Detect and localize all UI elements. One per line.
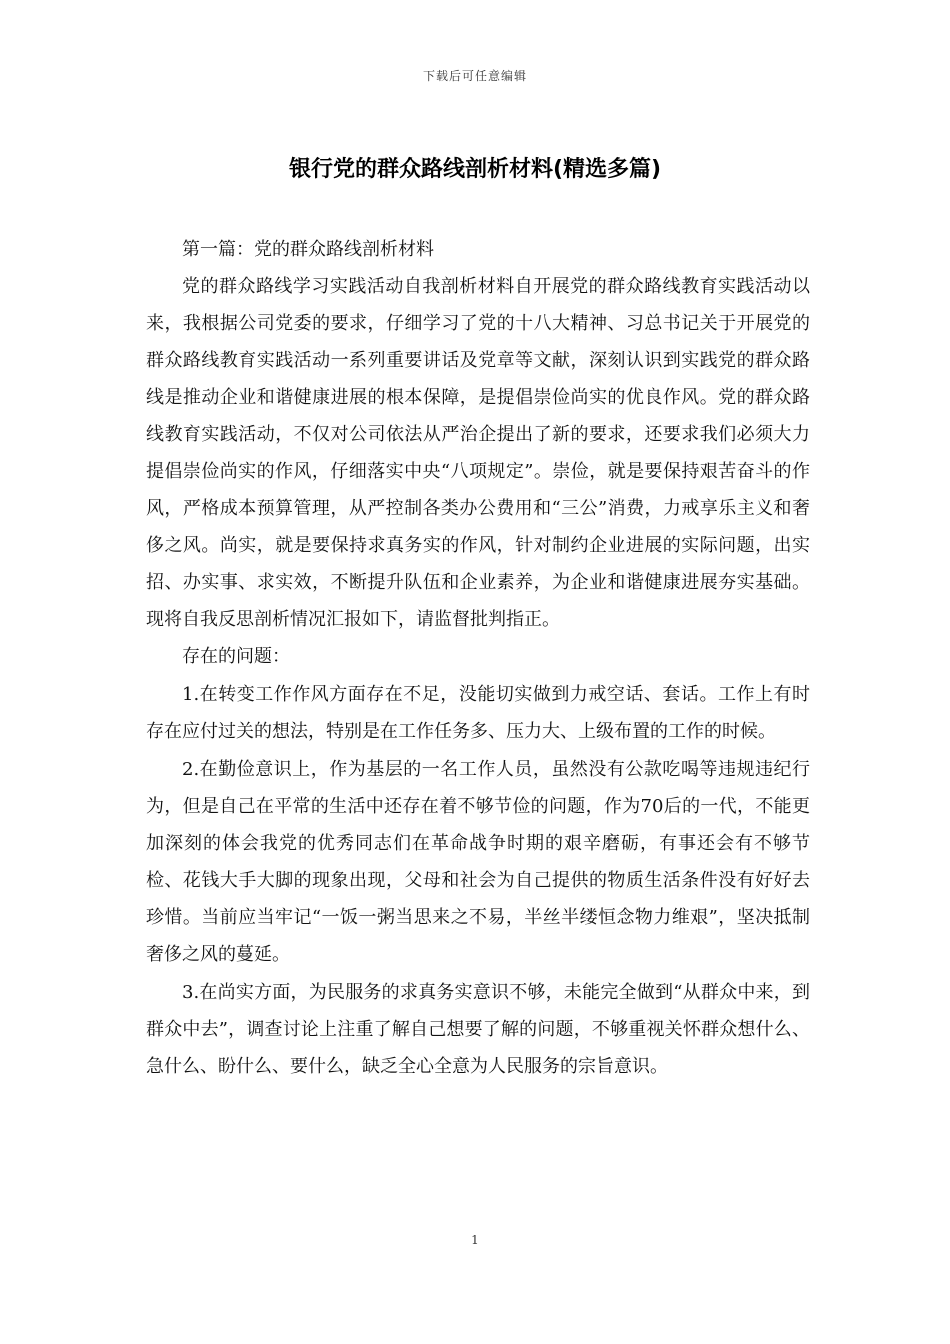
issues-heading: 存在的问题： <box>182 646 290 667</box>
page-number: 1 <box>471 1233 479 1247</box>
issue-item-2: 2.在勤俭意识上，作为基层的一名工作人员，虽然没有公款吃喝等违规违纪行为，但是自己在平常的生活中还存在着不够节俭的问题，作为70后的一代，不能更加深刻的体会我党的优秀同志们在革命战争时期的艰辛磨砺，有事还会有不够节检、花钱大手大脚的现象出现，父母和社会为自己提供的物质生活条件没有好好去珍惜。当前应当牢记“一饭一粥当思来之不易，半丝半缕恒念物力维艰”，坚决抵制奢侈之风的蔓延。 <box>146 759 810 965</box>
issue-item-1: 1.在转变工作作风方面存在不足，没能切实做到力戒空话、套话。工作上有时存在应付过关的想法，特别是在工作任务多、压力大、上级布置的工作的时候。 <box>146 684 810 742</box>
document-title: 银行党的群众路线剖析材料(精选多篇) <box>288 157 662 182</box>
header-note: 下载后可任意编辑 <box>422 69 527 83</box>
intro-paragraph: 党的群众路线学习实践活动自我剖析材料自开展党的群众路线教育实践活动以来，我根据公司党委的要求，仔细学习了党的十八大精神、习总书记关于开展党的群众路线教育实践活动一系列重要讲话及党章等文献，深刻认识到实践党的群众路线是推动企业和谐健康进展的根本保障，是提倡崇俭尚实的优良作风。党的群众路线教育实践活动，不仅对公司依法从严治企提出了新的要求，还要求我们必须大力提倡崇俭尚实的作风，仔细落实中央“八项规定”。崇俭，就是要保持艰苦奋斗的作风，严格成本预算管理，从严控制各类办公费用和“三公”消费，力戒享乐主义和奢侈之风。尚实，就是要保持求真务实的作风，针对制约企业进展的实际问题，出实招、办实事、求实效，不断提升队伍和企业素养，为企业和谐健康进展夯实基础。现将自我反思剖析情况汇报如下，请监督批判指正。 <box>146 276 810 630</box>
document-body <box>146 231 810 1085</box>
section-heading: 第一篇：党的群众路线剖析材料 <box>182 239 434 260</box>
issue-item-3: 3.在尚实方面，为民服务的求真务实意识不够，未能完全做到“从群众中来，到群众中去”，调查讨论上注重了解自己想要了解的问题，不够重视关怀群众想什么、急什么、盼什么、要什么，缺乏全心全意为人民服务的宗旨意识。 <box>146 982 810 1077</box>
